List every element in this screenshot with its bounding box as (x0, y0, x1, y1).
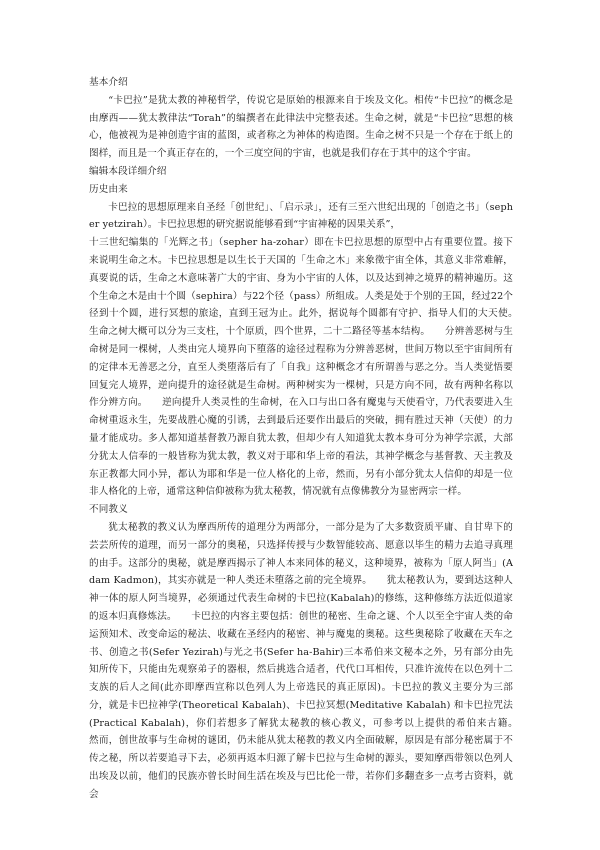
paragraph-tree-of-life: 十三世纪编集的「光辉之书」（sepher ha-zohar）即在卡巴拉思想的原型中占有重要位置。接下来说明生命之木。卡巴拉思想是以生长于天国的「生命之木」来象徵宇宙全体，其意义非常难解，真要说的话，生命之木意味著广大的宇宙、身为小宇宙的人体，以及达到神之境界的精神遍历。这个生命之木是由十个圆（sephira）与22个径（pass）所组成。人类是处于个别的王国，经过22个径到十个圆，进行冥想的旅途，直到王冠为止。此外，据说每个圆都有守护、指导人们的大天使。 生命之树大概可以分为三支柱，十个原质，四个世界，二十二路径等基本结构。 分辨善恶树与生命树是同一棵树，人类由完人境界向下堕落的途径过程称为分辨善恶树，世间万物以至宇宙间所有的定律本无善恶之分，直至人类堕落后有了「自我」这种概念才有所谓善与恶之分。当人类觉悟要回复完人境界，逆向提升的途径就是生命树。两种树实为一棵树，只是方向不同，故有两种名称以作分辨方向。 逆向提升人类灵性的生命树，在入口与出口各有魔鬼与天使看守，乃代表要进入生命树重返永生，先要战胜心魔的引诱，去到最后还要作出最后的突破，拥有胜过天神（天使）的力量才能成功。多人都知道基督教乃源自犹太教，但却少有人知道犹太教本身可分为神学宗派，大部分犹太人信奉的一般皆称为犹太教，教义对于耶和华上帝的看法，其神学概念与基督教、天主教及东正教都大同小异，都认为耶和华是一位人格化的上帝，然而，另有小部分犹太人信仰的却是一位非人格化的上帝，通常这种信仰被称为犹太秘教，情况就有点像佛教分为显密两宗一样。 (89, 237, 533, 498)
paragraph-doctrines: 犹太秘教的教义认为摩西所传的道理分为两部分，一部分是为了大多数资质平庸、自甘卑下的芸芸所传的道理，而另一部分的奥秘，只选择传授与少数智能较高、愿意以毕生的精力去追寻真理的由手。这部分的奥秘，就是摩西揭示了神人本来同体的秘义，这种境界，被称为「原人阿当」(Adam Kadmon)，其实亦就是一种人类还未堕落之前的完全境界。 犹太秘教认为，要到达这种人神一体的原人阿当境界，必须通过代表生命树的卡巴拉(Kabalah)的修练，这种修练方法近似道家的返本归真修炼法。 卡巴拉的内容主要包括：创世的秘密、生命之谜、个人以至全宇宙人类的命运预知术、改变命运的秘法、收藏在圣经内的秘密、神与魔鬼的奥秘。这些奥秘除了收藏在天车之书、创造之书(Sefer Yezirah)与光之书(Sefer ha-Bahir)三本希伯来文秘本之外，另有部分由先知所传下，只能由先观察弟子的器根，然后挑选合适者，代代口耳相传，只准许流传在以色列十二支族的后人之间(此亦即摩西宣称以色列人为上帝选民的真正原因)。卡巴拉的教义主要分为三部分，就是卡巴拉神学(Theoretical Kabalah)、卡巴拉冥想(Meditative Kabalah) 和卡巴拉咒法(Practical Kabalah)，你们若想多了解犹太秘教的核心教义，可参考以上提供的希伯来古籍。 然而，创世故事与生命树的谜团，仍未能从犹太秘教的教义内全面破解，原因是有部分秘密属于不传之秘，所以若要追寻下去，必须再返本归源了解卡巴拉与生命树的源头，要知摩西带领以色列人出埃及以前，他们的民族亦曾长时间生活在埃及与巴比伦一带，若你们多翻查多一点考古资料，就会 (89, 521, 533, 800)
paragraph-basic-intro: “卡巴拉”是犹太教的神秘哲学，传说它是原始的根源来自于埃及文化。相传“卡巴拉”的概念是由摩西——犹太教律法“Torah”的编撰者在此律法中完整表述。生命之树，就是“卡巴拉”思想的核心，他被视为是神创造宇宙的蓝图，或者称之为神体的构造图。生命之树不只是一个存在于纸上的图样，而且是一个真正存在的，一个三度空间的宇宙，也就是我们存在于其中的这个宇宙。 (89, 94, 513, 160)
heading-history: 历史由来 (89, 183, 128, 195)
paragraph-history-origin: 卡巴拉的思想原理来自圣经「创世纪」、「启示录」，还有三至六世纪出现的「创造之书」（sepher yetzirah）。卡巴拉思想的研究据说能够看到“宇宙神秘的因果关系”， (89, 201, 513, 231)
heading-edit-section-detail[interactable]: 编辑本段详细介绍 (89, 165, 167, 177)
document-body (89, 74, 533, 804)
heading-doctrines: 不同教义 (89, 504, 128, 516)
heading-basic-intro: 基本介绍 (89, 77, 128, 88)
